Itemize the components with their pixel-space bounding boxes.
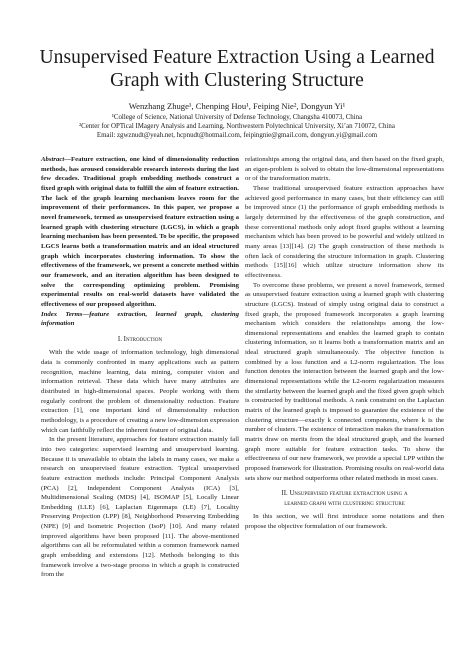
- index-terms-label: Index Terms: [41, 310, 83, 318]
- intro-paragraph-1: With the wide usage of information technology, high dimensional data is commonly confronted in many applications such as pattern recognition, machine learning, data mining, computer vision and information retrieval. These data which have many attributes are distributed in high-dimensional spaces. People working with them regularly confront the problem of dimensionality reduction. Feature extraction [1], one important kind of dimensionality reduction methodology, is a procedure of creating a new low-dimension expression which can faithfully reflect the inherent feature of original data.: [41, 349, 239, 434]
- abstract-label: Abstract: [41, 156, 65, 163]
- intro-paragraph-3: These traditional unsupervised feature extraction approaches have achieved good performance in many cases, but their efficiency can still be improved since (1) the performance of graph embedding methods is largely determined by the effectiveness of the graph construction, and these conventional methods only adopt fixed graphs without a learning mechanism which has been proved to be powerful and widely utilized in many areas [13][14]. (2) The graph construction of these methods is often lack of considering the structure information in graph. Clustering methods [15][16] which utilize structure information show its effectiveness.: [245, 184, 444, 279]
- index-terms: [41, 310, 239, 329]
- section-2-paragraph-1: In this section, we will first introduce some notations and then propose the objective formulation of our framework.: [245, 513, 444, 530]
- abstract: [41, 155, 239, 310]
- author-list: Wenzhang Zhuge¹, Chenping Hou¹, Feiping Nie², Dongyun Yi¹: [128, 101, 346, 111]
- section-heading-introduction: I. Introduction: [117, 335, 163, 343]
- title-line-1: Unsupervised Feature Extraction Using a Learned: [39, 47, 435, 68]
- index-terms-text: —feature extraction, learned graph, clustering information: [41, 310, 239, 328]
- affiliation-1: ¹College of Science, National University of Defense Technology, Changsha 410073, China: [111, 114, 363, 121]
- email-line: Email: zgwznudt@yeah.net, hcpnudt@hotmail.com, feipingnie@gmail.com, dongyun.yi@gmail.com: [96, 132, 378, 140]
- intro-paragraph-4: To overcome these problems, we present a novel framework, termed as unsupervised feature extraction using a learned graph with clustering structure (LGCS). Instead of simply using original data to construct a fixed graph, the proposed framework incorporates a graph learning mechanism which considers the relationships among the low-dimensional representations and enables the learned graph to contain clustering information, so it learns both a transformation matrix and an ideal structured graph simultaneously. The objective function is combined by a loss function and a L2-norm regularization. The loss function denotes the interaction between the learned graph and the low-dimensional representations while the L2-norm regularization measures the similarity between the learned graph and the fixed given graph which is constructed by traditional methods. A rank constraint on the Laplacian matrix of the learned graph is imposed to guarantee the existence of the clustering structure—exactly k connected components, where k is the number of clusters. The existence of interaction makes the transformation matrix draw on merits from the ideal structured graph, and the learned graph more suitable for feature extraction tasks. To show the effectiveness of our new framework, we provide a special LPP within the proposed framework for illustration. Promising results on real-world data sets show our method outperforms other related methods in most cases.: [245, 281, 444, 482]
- affiliation-2: ²Center for OPTical IMagery Analysis and Learning, Northwestern Polytechnical University, Xi’an 710072, China: [79, 123, 395, 131]
- section-2-heading-line-2: learned graph with clustering structure: [284, 499, 405, 507]
- paper-title: [20, 46, 454, 92]
- section-heading-2: [245, 489, 444, 508]
- right-column: [245, 155, 444, 532]
- abstract-text: —Feature extraction, one kind of dimensionality reduction methods, has aroused considerable research interests during the last few decades. Traditional graph embedding methods construct a fixed graph with original data to fulfill the aim of feature extraction. The lack of the graph learning mechanism leaves room for the improvement of their performances. In this paper, we propose a novel framework, termed as unsupervised feature extraction using a learned graph with clustering structure (LGCS), in which a graph learning mechanism has been presented. To be specific, the proposed LGCS learns both a transformation matrix and an ideal structured graph which incorporates clustering information. To show the effectiveness of the framework, we present a concrete method within our framework, and an iteration algorithm has been designed to solve the corresponding optimizing problem. Promising experimental results on real-world datasets have validated the effectiveness of our proposed algorithm.: [41, 156, 239, 308]
- title-line-2: Graph with Clustering Structure: [110, 70, 364, 91]
- affiliations: [20, 113, 454, 141]
- section-2-heading-line-1: II. Unsupervised feature extraction using a: [281, 490, 408, 498]
- left-column: [41, 155, 239, 580]
- intro-paragraph-continued: relationships among the original data, and then based on the fixed graph, an eigen-problem is solved to obtain the low-dimensional representations or of the transformation matrix.: [245, 156, 444, 183]
- intro-paragraph-2: In the present literature, approaches for feature extraction mainly fall into two categories: supervised learning and unsupervised learning. Because it is unavailable to obtain the labels in many cases, we make a research on unsupervised feature extraction. Typical unsupervised feature extraction methods include: Principal Component Analysis (PCA) [2], Independent Component Analysis (ICA) [3], Multidimensional Scaling (MDS) [4], ISOMAP [5], Locally Linear Embedding (LLE) [6], Laplacian Eigenmaps (LE) [7], Locality Preserving Projection (LPP) [8], Neighborhood Preserving Embedding (NPE) [9] and Isometric Projection (IsoP) [10]. And many related improved algorithms have been proposed [11]. The above-mentioned algorithms can all be reformulated within a common framework named graph embedding and extensions [12]. Methods belonging to this framework involve a two-stage process in which a graph is constructed from the: [41, 436, 239, 579]
